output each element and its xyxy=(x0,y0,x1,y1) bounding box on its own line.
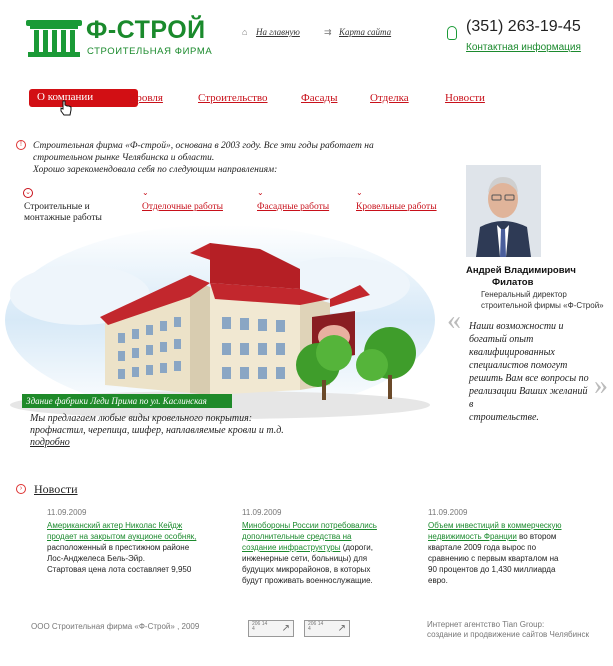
news-link[interactable] xyxy=(47,521,196,541)
arrow-icon: ↗ xyxy=(281,623,290,634)
agency-line: Интернет агентство Tian Group: xyxy=(427,620,545,629)
news-text: во втором xyxy=(516,532,557,541)
info-icon: ! xyxy=(16,140,26,150)
nav-item-construction[interactable]: Строительство xyxy=(198,92,268,104)
news-date: 11.09.2009 xyxy=(242,508,282,517)
director-quote xyxy=(469,320,594,424)
news-link-line[interactable]: Объем инвестиций в коммерческую xyxy=(428,521,562,530)
news-item xyxy=(428,507,578,586)
nav-item-about[interactable]: О компании xyxy=(29,89,138,107)
offer-line: профнастил, черепица, шифер, наплавляемые кровли и т.д. xyxy=(30,425,284,436)
logo-column-icon[interactable] xyxy=(26,18,82,58)
direction-active[interactable] xyxy=(24,202,102,224)
contact-info-icon xyxy=(447,26,457,40)
news-link-line[interactable]: продает на закрытом аукционе особняк, xyxy=(47,532,197,541)
offer-text xyxy=(30,413,330,449)
intro-text xyxy=(33,140,393,176)
director-photo xyxy=(466,165,541,257)
news-text: будут проживать военнослужащие. xyxy=(242,576,373,585)
chevron-down-icon: ⌄ xyxy=(23,188,33,198)
direction-active-label: Строительные и xyxy=(24,202,90,212)
agency-line: создание и продвижение сайтов Челябинск xyxy=(427,630,590,639)
contact-info-link[interactable]: Контактная информация xyxy=(466,42,581,53)
news-text: (дороги, xyxy=(340,543,373,552)
quote-line: Наши возможности и xyxy=(469,321,564,332)
quote-line: квалифицированных xyxy=(469,347,555,358)
direction-finishing[interactable]: Отделочные работы xyxy=(142,202,223,212)
director-role-line: строительной фирмы «Ф-Строй» xyxy=(481,301,604,310)
footer-copyright: ООО Строительная фирма «Ф-Строй» , 2009 xyxy=(31,622,200,631)
direction-active-label: монтажные работы xyxy=(24,213,102,223)
news-text: 90 процентов до 1,430 миллиарда xyxy=(428,565,556,574)
quote-line: реализации Ваших желаний в xyxy=(469,386,588,410)
chevron-down-icon: ⌄ xyxy=(142,188,149,197)
chevron-down-icon: ⌄ xyxy=(257,188,264,197)
quote-line: решить Вам все вопросы по xyxy=(469,373,589,384)
director-name xyxy=(466,265,606,289)
offer-line: Мы предлагаем любые виды кровельного покрытия: xyxy=(30,413,253,424)
counter-badge[interactable] xyxy=(304,620,350,637)
director-name-line: Андрей Владимирович xyxy=(466,265,576,276)
hand-cursor-icon xyxy=(60,100,72,116)
footer-agency[interactable] xyxy=(427,620,589,640)
news-text: Стартовая цена лота составляет 9,950 xyxy=(47,565,192,574)
counter-badge-text: 206 14 4 xyxy=(308,621,324,632)
director-role xyxy=(481,289,611,311)
arrow-icon: ↗ xyxy=(337,623,346,634)
news-link-line[interactable]: недвижимость Франции xyxy=(428,532,517,541)
showcase-caption: Здание фабрики Леди Прима по ул. Каслинская xyxy=(22,394,232,408)
news-text: сравнению с первым кварталом на xyxy=(428,554,559,563)
news-text: расположенный в престижном районе xyxy=(47,543,190,552)
chevron-down-icon: ⌄ xyxy=(356,188,363,197)
director-role-line: Генеральный директор xyxy=(481,290,567,299)
nav-item-roofing[interactable]: Кровля xyxy=(129,92,163,104)
quote-line: специалистов помогут xyxy=(469,360,568,371)
news-link-line[interactable]: Американский актер Николас Кейдж xyxy=(47,521,183,530)
news-link-line[interactable]: дополнительные средства на xyxy=(242,532,352,541)
news-link-line[interactable]: создание инфраструктуры xyxy=(242,543,341,552)
nav-item-news[interactable]: Новости xyxy=(445,92,485,104)
direction-roofing[interactable]: Кровельные работы xyxy=(356,202,437,212)
news-text: Лос-Анджелеса Бель-Эйр. xyxy=(47,554,145,563)
quote-line: строительстве. xyxy=(469,412,539,423)
news-text: будущих микрорайонов, в которых xyxy=(242,565,371,574)
quote-open-icon: « xyxy=(447,305,461,336)
news-arrow-icon: › xyxy=(16,484,26,494)
nav-item-facades[interactable]: Фасады xyxy=(301,92,338,104)
news-link-line[interactable]: Минобороны России потребовались xyxy=(242,521,377,530)
intro-line: Строительная фирма «Ф-строй», основана в 2003 году. Все эти годы работает на xyxy=(33,141,374,151)
home-icon: ⌂ xyxy=(242,27,248,37)
director-name-line: Филатов xyxy=(492,277,534,288)
news-item xyxy=(242,507,392,586)
logo-title[interactable]: Ф-СТРОЙ xyxy=(86,16,206,44)
more-link[interactable]: подробно xyxy=(30,437,70,448)
intro-line: строительном рынке Челябинска и области. xyxy=(33,153,215,163)
nav-item-finishing[interactable]: Отделка xyxy=(370,92,409,104)
counter-badge[interactable] xyxy=(248,620,294,637)
news-item xyxy=(47,507,197,575)
news-text: квартале 2009 года вырос по xyxy=(428,543,537,552)
quote-close-icon: » xyxy=(594,370,608,401)
news-text: инженерные сети, больницы) для xyxy=(242,554,368,563)
counter-badge-text: 206 14 4 xyxy=(252,621,268,632)
sitemap-icon: ⇉ xyxy=(324,27,332,37)
intro-line: Хорошо зарекомендовала себя по следующим направлениям: xyxy=(33,165,278,175)
news-text: евро. xyxy=(428,576,448,585)
home-link[interactable]: На главную xyxy=(256,27,300,37)
logo-subtitle: СТРОИТЕЛЬНАЯ ФИРМА xyxy=(87,46,213,57)
news-date: 11.09.2009 xyxy=(428,508,468,517)
news-date: 11.09.2009 xyxy=(47,508,87,517)
direction-facade[interactable]: Фасадные работы xyxy=(257,202,330,212)
quote-line: богатый опыт xyxy=(469,334,534,345)
sitemap-link[interactable]: Карта сайта xyxy=(339,27,392,37)
phone-number: (351) 263-19-45 xyxy=(466,18,581,35)
news-section-title[interactable]: Новости xyxy=(34,482,78,496)
